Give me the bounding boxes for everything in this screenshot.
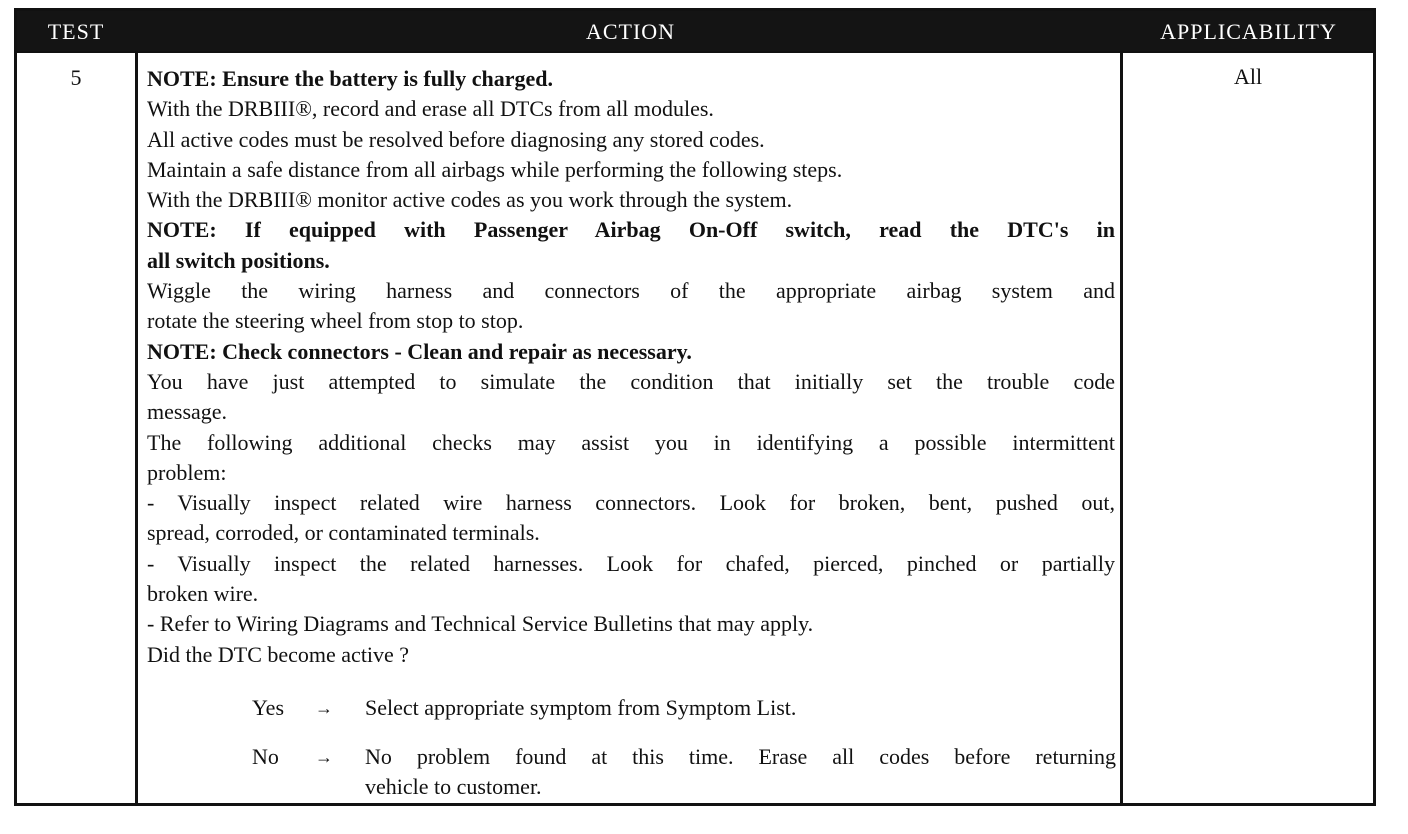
action-line: With the DRBIII®, record and erase all DTCs from all modules. <box>147 96 714 122</box>
action-line: You have just attempted to simulate the condition that initially set the trouble code <box>147 368 1115 394</box>
action-line: rotate the steering wheel from stop to stop. <box>147 308 524 334</box>
action-text <box>147 64 1115 670</box>
arrow-right-icon: → <box>315 698 333 718</box>
note-connectors: NOTE: Check connectors - Clean and repair as necessary. <box>147 338 692 364</box>
action-line: - Visually inspect the related harnesses. Look for chafed, pierced, pinched or partially <box>147 550 1115 576</box>
table-header <box>17 11 1373 51</box>
column-divider-applicability <box>1120 51 1123 803</box>
header-test: TEST <box>47 19 105 44</box>
column-divider-test <box>135 51 138 803</box>
test-number: 5 <box>70 65 82 90</box>
answer-no-text-line: No problem found at this time. Erase all codes before returning <box>365 744 1116 769</box>
action-line: All active codes must be resolved before diagnosing any stored codes. <box>147 126 765 152</box>
action-line: The following additional checks may assist you in identifying a possible intermittent <box>147 429 1115 455</box>
action-line: With the DRBIII® monitor active codes as you work through the system. <box>147 187 793 213</box>
header-applicability: APPLICABILITY <box>1160 19 1337 44</box>
action-line: broken wire. <box>147 581 259 607</box>
answer-no-text <box>365 742 1116 802</box>
question: Did the DTC become active ? <box>147 641 410 667</box>
action-line: Maintain a safe distance from all airbags while performing the following steps. <box>147 156 843 182</box>
note-battery: NOTE: Ensure the battery is fully charged. <box>147 66 553 91</box>
answer-no-label: No <box>252 744 279 769</box>
action-line: problem: <box>147 459 227 485</box>
diagnostic-test-table <box>14 8 1376 806</box>
applicability-value: All <box>1233 64 1263 89</box>
action-line: - Refer to Wiring Diagrams and Technical Service Bulletins that may apply. <box>147 611 814 637</box>
action-line: spread, corroded, or contaminated terminals. <box>147 520 540 546</box>
header-action: ACTION <box>585 19 676 44</box>
header-divider <box>17 51 1373 53</box>
arrow-right-icon: → <box>315 747 333 767</box>
answer-no <box>252 742 1116 802</box>
action-line: message. <box>147 399 228 425</box>
answer-no-text-line: vehicle to customer. <box>365 774 542 799</box>
action-line: Wiggle the wiring harness and connectors of the appropriate airbag system and <box>147 278 1115 304</box>
answer-yes <box>252 693 1116 723</box>
answer-list <box>252 693 1116 802</box>
answer-yes-label: Yes <box>252 695 285 720</box>
action-line: - Visually inspect related wire harness connectors. Look for broken, bent, pushed out, <box>147 490 1115 516</box>
note-airbag-switch-cont: all switch positions. <box>147 247 330 273</box>
note-airbag-switch: NOTE: If equipped with Passenger Airbag On-Off switch, read the DTC's in <box>147 217 1115 243</box>
answer-yes-text: Select appropriate symptom from Symptom List. <box>365 695 797 720</box>
